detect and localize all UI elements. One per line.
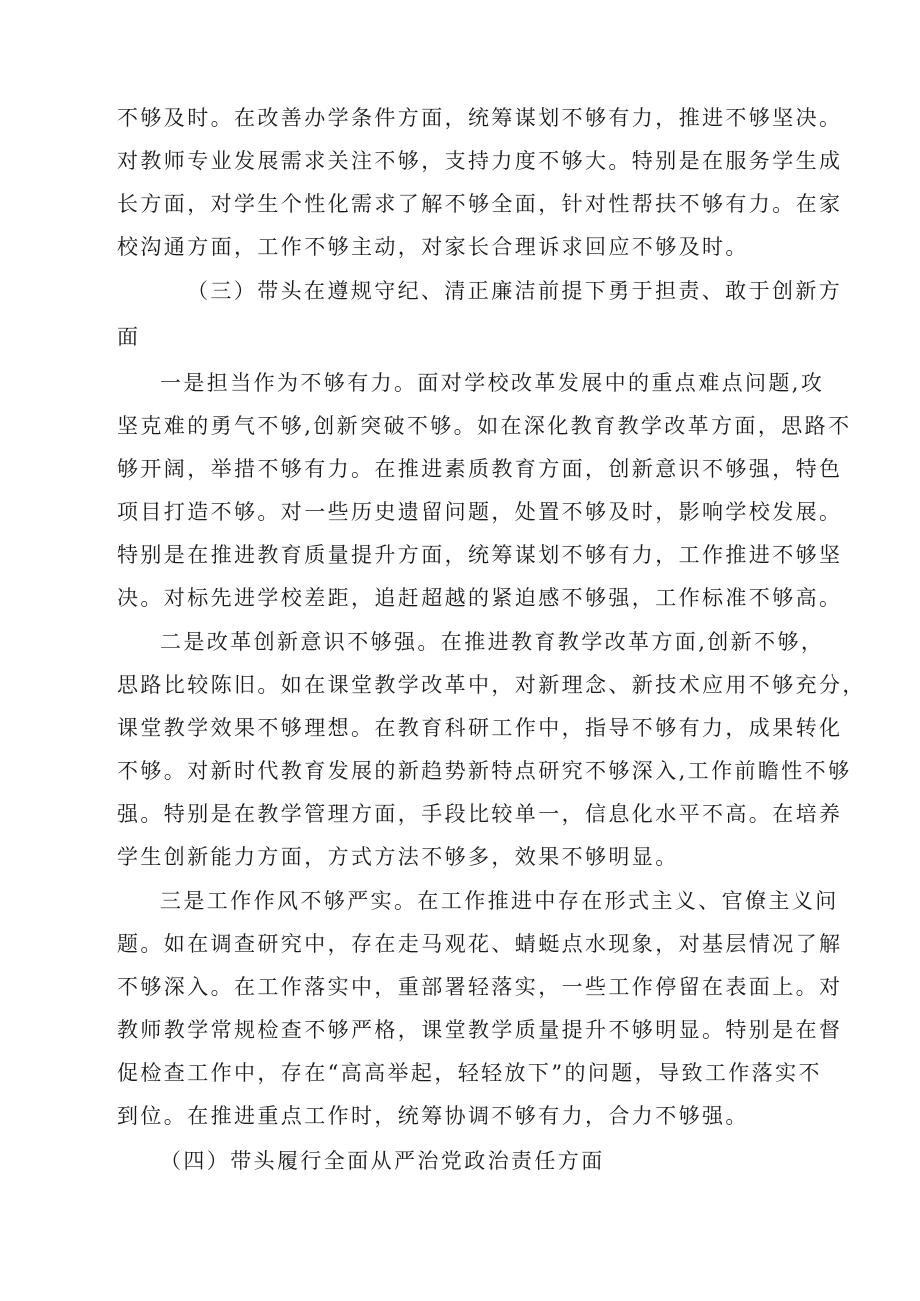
paragraph-1-line-5: 特别是在推进教育质量提升方面，统筹谋划不够有力，工作推进不够坚: [117, 543, 843, 567]
paragraph-1-line-6: 决。对标先进学校差距，追赶超越的紧迫感不够强，工作标准不够高。: [117, 586, 843, 610]
paragraph-1-line-3: 够开阔，举措不够有力。在推进素质教育方面，创新意识不够强，特色: [117, 457, 843, 481]
paragraph-2-line-1: 二是改革创新意识不够强。在推进教育教学改革方面,创新不够，: [160, 630, 825, 654]
section-heading-3-continued: 面: [117, 325, 141, 349]
paragraph-2-line-4: 不够。对新时代教育发展的新趋势新特点研究不够深入,工作前瞻性不够: [117, 759, 852, 783]
section-heading-4: （四）带头履行全面从严治党政治责任方面: [160, 1149, 605, 1173]
paragraph-3-line-2: 题。如在调查研究中，存在走马观花、蜻蜓点水现象，对基层情况了解: [117, 932, 843, 956]
paragraph-2-line-6: 学生创新能力方面，方式方法不够多，效果不够明显。: [117, 845, 679, 869]
paragraph-1-line-2: 坚克难的勇气不够,创新突破不够。如在深化教育教学改革方面，思路不: [117, 414, 852, 438]
text-line-3: 长方面，对学生个性化需求了解不够全面，针对性帮扶不够有力。在家: [117, 192, 843, 216]
paragraph-1-line-1: 一是担当作为不够有力。面对学校改革发展中的重点难点问题,攻: [160, 371, 825, 395]
text-line-4: 校沟通方面，工作不够主动，对家长合理诉求回应不够及时。: [117, 235, 749, 259]
paragraph-3-line-4: 教师教学常规检查不够严格，课堂教学质量提升不够明显。特别是在督: [117, 1018, 843, 1042]
paragraph-2-line-2: 思路比较陈旧。如在课堂教学改革中，对新理念、新技术应用不够充分，: [117, 673, 866, 697]
paragraph-3-line-3: 不够深入。在工作落实中，重部署轻落实，一些工作停留在表面上。对: [117, 975, 843, 999]
paragraph-3-line-1: 三是工作作风不够严实。在工作推进中存在形式主义、官僚主义问: [160, 889, 839, 913]
paragraph-3-line-6: 到位。在推进重点工作时，统筹协调不够有力，合力不够强。: [117, 1104, 749, 1128]
section-heading-3: （三）带头在遵规守纪、清正廉洁前提下勇于担责、敢于创新方: [187, 279, 843, 303]
paragraph-2-line-3: 课堂教学效果不够理想。在教育科研工作中，指导不够有力，成果转化: [117, 716, 843, 740]
paragraph-1-line-4: 项目打造不够。对一些历史遗留问题，处置不够及时，影响学校发展。: [117, 500, 843, 524]
text-line-1: 不够及时。在改善办学条件方面，统筹谋划不够有力，推进不够坚决。: [117, 106, 843, 130]
paragraph-3-line-5: 促检查工作中，存在“高高举起，轻轻放下”的问题，导致工作落实不: [117, 1061, 822, 1085]
text-line-2: 对教师专业发展需求关注不够，支持力度不够大。特别是在服务学生成: [117, 149, 843, 173]
paragraph-2-line-5: 强。特别是在教学管理方面，手段比较单一，信息化水平不高。在培养: [117, 802, 843, 826]
